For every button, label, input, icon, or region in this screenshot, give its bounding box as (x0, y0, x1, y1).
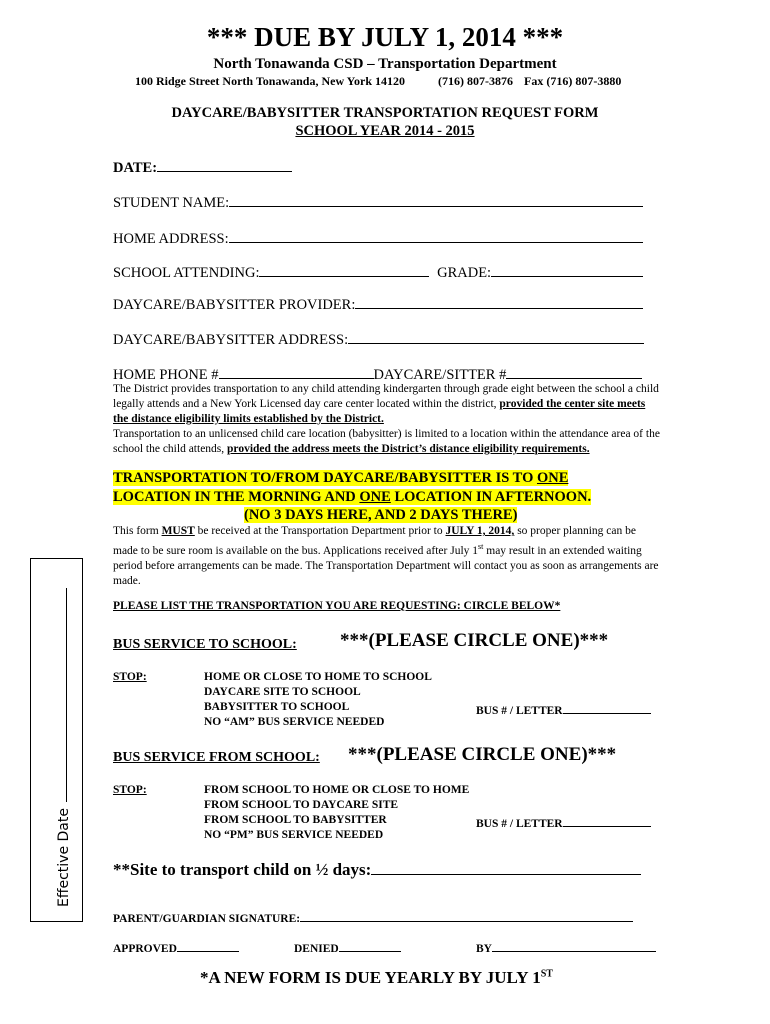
to-school-bus-letter[interactable]: BUS # / LETTER (476, 701, 651, 717)
deadline-date: JULY 1, 2014, (445, 525, 515, 537)
student-name-label: STUDENT NAME: (113, 195, 230, 211)
fax-number: Fax (716) 807-3880 (524, 74, 622, 88)
daycare-phone-label: DAYCARE/SITTER # (373, 367, 507, 383)
home-address-field[interactable] (113, 228, 643, 248)
from-school-option[interactable]: FROM SCHOOL TO BABYSITTER (204, 814, 387, 826)
to-school-circle: ***(PLEASE CIRCLE ONE)*** (340, 630, 609, 651)
to-school-option[interactable]: NO “AM” BUS SERVICE NEEDED (204, 716, 385, 728)
from-school-option[interactable]: FROM SCHOOL TO HOME OR CLOSE TO HOME (204, 784, 470, 796)
from-school-circle: ***(PLEASE CIRCLE ONE)*** (348, 744, 617, 765)
must-text: MUST (161, 525, 195, 537)
home-address-label: HOME ADDRESS: (113, 231, 229, 247)
to-school-option[interactable]: DAYCARE SITE TO SCHOOL (204, 686, 361, 698)
home-address-line[interactable] (229, 228, 643, 243)
home-phone-label: HOME PHONE # (113, 367, 219, 383)
notice-one-2: ONE (359, 489, 391, 505)
from-school-option[interactable]: NO “PM” BUS SERVICE NEEDED (204, 829, 384, 841)
denied-field[interactable] (294, 939, 401, 955)
deadline-paragraph: This form MUST be received at the Transportation Department prior to JULY 1, 2014, so proper planning can be made to be sure room is available on the bus. Applications received after July 1st may result in an extended waiting period before arrangements can be made. The Transportation Department will contact you as soon as arrangements are made. (113, 525, 659, 587)
to-school-stop-label: STOP: (113, 671, 147, 683)
denied-label: DENIED (294, 943, 339, 955)
notice-line-1 (113, 470, 568, 487)
approved-field[interactable] (113, 939, 239, 955)
footer-note: *A NEW FORM IS DUE YEARLY BY JULY 1ST (200, 968, 553, 987)
org-address (135, 74, 621, 89)
half-days-field[interactable] (113, 858, 641, 880)
policy-paragraph (113, 382, 661, 457)
date-line[interactable] (157, 157, 292, 172)
to-school-bus-line[interactable] (563, 701, 651, 714)
from-school-bus-line[interactable] (563, 814, 651, 827)
to-school-option[interactable]: HOME OR CLOSE TO HOME TO SCHOOL (204, 671, 432, 683)
phone-number: (716) 807-3876 (438, 74, 514, 88)
notice-text-1: TRANSPORTATION TO/FROM DAYCARE/BABYSITTER IS TO ONE (113, 470, 569, 486)
form-title: DAYCARE/BABYSITTER TRANSPORTATION REQUEST FORM (171, 105, 599, 121)
notice-text-3: (NO 3 DAYS HERE, AND 2 DAYS THERE) (244, 507, 518, 523)
by-label: BY (476, 943, 492, 955)
date-label: DATE: (113, 160, 158, 176)
provider-address-field[interactable] (113, 329, 644, 349)
school-year: SCHOOL YEAR 2014 - 2015 (295, 123, 475, 139)
from-school-option[interactable]: FROM SCHOOL TO DAYCARE SITE (204, 799, 399, 811)
approved-line[interactable] (177, 939, 239, 952)
provider-label: DAYCARE/BABYSITTER PROVIDER: (113, 297, 356, 313)
signature-line[interactable] (300, 909, 633, 922)
from-school-stop-label: STOP: (113, 784, 147, 796)
from-school-label: BUS SERVICE FROM SCHOOL: (113, 750, 320, 765)
grade-label: GRADE: (437, 265, 492, 281)
to-school-option[interactable]: BABYSITTER TO SCHOOL (204, 701, 350, 713)
policy-provided-2: provided the address meets the District’s distance eligibility requirements. (227, 443, 590, 455)
half-days-line[interactable] (371, 858, 641, 875)
school-attending-label: SCHOOL ATTENDING: (113, 265, 260, 281)
org-name: North Tonawanda CSD – Transportation Department (213, 56, 557, 72)
street-address: 100 Ridge Street North Tonawanda, New York 14120 (135, 74, 406, 88)
to-school-label: BUS SERVICE TO SCHOOL: (113, 637, 297, 652)
school-attending-field[interactable] (113, 262, 643, 282)
provider-field[interactable] (113, 294, 643, 314)
due-title: *** DUE BY JULY 1, 2014 *** (206, 22, 564, 52)
approved-label: APPROVED (113, 943, 177, 955)
notice-line-2 (113, 489, 591, 506)
phone-field[interactable] (113, 364, 642, 384)
signature-field[interactable] (113, 909, 633, 925)
policy-provided-1: provided the center site meets the distance eligibility limits established by the District. (113, 398, 646, 425)
notice-one-1: ONE (536, 470, 569, 486)
policy-text-2: Transportation to an unlicensed child care location (babysitter) is limited to a location within the attendance area of the school the child attends, (113, 428, 660, 455)
student-name-line[interactable] (229, 192, 643, 207)
from-school-bus-letter[interactable]: BUS # / LETTER (476, 814, 651, 830)
daycare-phone-line[interactable] (506, 364, 642, 379)
policy-text-1: The District provides transportation to any child attending kindergarten through grade eight between the school a child legally attends and a New York Licensed day care center located within the district, (113, 383, 659, 410)
effective-date-label: Effective Date (56, 808, 72, 907)
half-days-label: **Site to transport child on ½ days: (113, 860, 372, 879)
effective-date-line[interactable] (66, 588, 67, 802)
notice-line-3 (244, 507, 517, 524)
by-field[interactable] (476, 939, 656, 955)
student-name-field[interactable] (113, 192, 643, 212)
list-heading: PLEASE LIST THE TRANSPORTATION YOU ARE REQUESTING: CIRCLE BELOW* (113, 600, 561, 612)
provider-address-label: DAYCARE/BABYSITTER ADDRESS: (113, 332, 349, 348)
provider-line[interactable] (355, 294, 643, 309)
by-line[interactable] (492, 939, 656, 952)
school-attending-line[interactable] (259, 262, 429, 277)
provider-address-line[interactable] (348, 329, 644, 344)
signature-label: PARENT/GUARDIAN SIGNATURE: (113, 913, 301, 925)
denied-line[interactable] (339, 939, 401, 952)
notice-text-2: LOCATION IN THE MORNING AND ONE LOCATION IN AFTERNOON. (113, 489, 592, 505)
home-phone-line[interactable] (219, 364, 374, 379)
grade-line[interactable] (491, 262, 643, 277)
date-field[interactable] (113, 157, 292, 177)
